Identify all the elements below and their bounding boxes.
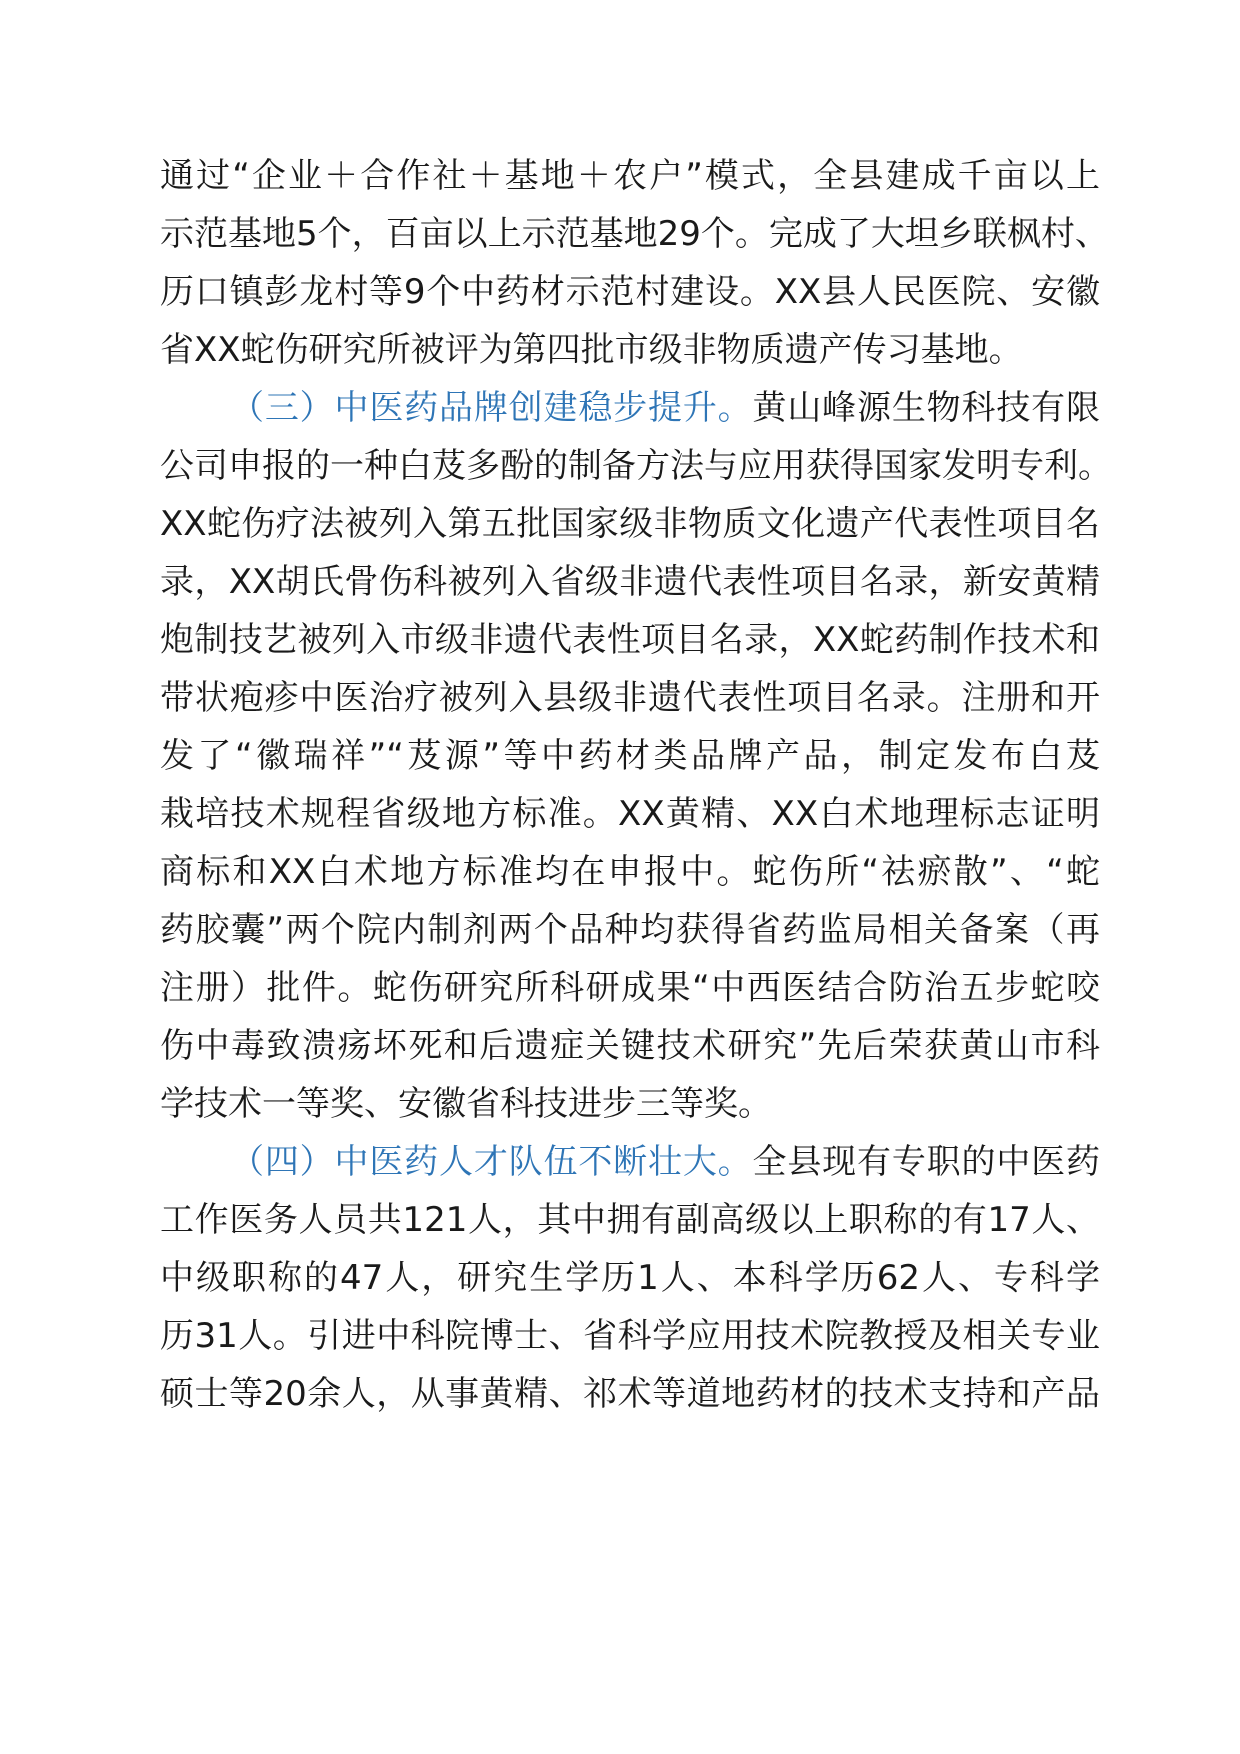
paragraph-line — [160, 900, 1100, 960]
paragraph-line — [160, 1190, 1100, 1250]
line-text: 历口镇彭龙村等9个中药材示范村建设。XX县人民医院、安徽 — [160, 272, 1100, 312]
line-text: 商标和XX白术地方标准均在申报中。蛇伤所“祛瘀散”、“蛇 — [160, 852, 1100, 892]
paragraph-line — [160, 726, 1100, 786]
line-text: 历31人。引进中科院博士、省科学应用技术院教授及相关专业 — [160, 1316, 1100, 1356]
paragraph-line — [160, 204, 1109, 264]
line-text: 注册）批件。蛇伤研究所科研成果“中西医结合防治五步蛇咬 — [160, 968, 1100, 1008]
line-text: 黄山峰源生物科技有限 — [752, 388, 1100, 428]
paragraph-line — [160, 1248, 1100, 1308]
section-heading-3: （三）中医药品牌创建稳步提升。 — [230, 388, 753, 428]
paragraph-line — [160, 320, 1100, 380]
paragraph-line — [160, 668, 1100, 728]
line-text: 学技术一等奖、安徽省科技进步三等奖。 — [160, 1084, 772, 1124]
paragraph-line — [160, 436, 1112, 496]
paragraph-line — [160, 552, 1100, 612]
paragraph-line — [160, 842, 1100, 902]
line-text: 带状疱疹中医治疗被列入县级非遗代表性项目名录。注册和开 — [160, 678, 1100, 718]
paragraph-line — [160, 958, 1100, 1018]
paragraph-line — [160, 1306, 1100, 1366]
line-text: 通过“企业＋合作社＋基地＋农户”模式，全县建成千亩以上 — [160, 156, 1100, 196]
paragraph-line — [160, 784, 1100, 844]
paragraph-line — [160, 262, 1100, 322]
line-text: 硕士等20余人，从事黄精、祁术等道地药材的技术支持和产品 — [160, 1374, 1100, 1414]
paragraph-line — [160, 610, 1100, 670]
line-text: 公司申报的一种白芨多酚的制备方法与应用获得国家发明专利。 — [160, 446, 1112, 486]
line-text: 药胶囊”两个院内制剂两个品种均获得省药监局相关备案（再 — [160, 910, 1100, 950]
line-text: 录，XX胡氏骨伤科被列入省级非遗代表性项目名录，新安黄精 — [160, 562, 1100, 602]
line-text: 全县现有专职的中医药 — [752, 1142, 1100, 1182]
line-text: 炮制技艺被列入市级非遗代表性项目名录，XX蛇药制作技术和 — [160, 620, 1100, 660]
paragraph-line — [160, 1364, 1100, 1424]
paragraph-line — [160, 1016, 1100, 1076]
paragraph-line — [160, 146, 1100, 206]
line-text: XX蛇伤疗法被列入第五批国家级非物质文化遗产代表性项目名 — [160, 504, 1100, 544]
line-text: 省XX蛇伤研究所被评为第四批市级非物质遗产传习基地。 — [160, 330, 1023, 370]
paragraph-line — [160, 1074, 1100, 1134]
line-text: 伤中毒致溃疡坏死和后遗症关键技术研究”先后荣获黄山市科 — [160, 1026, 1100, 1066]
line-text: 栽培技术规程省级地方标准。XX黄精、XX白术地理标志证明 — [160, 794, 1100, 834]
line-text: 发了“徽瑞祥”“芨源”等中药材类品牌产品，制定发布白芨 — [160, 736, 1100, 776]
section-heading-4: （四）中医药人才队伍不断壮大。 — [230, 1142, 753, 1182]
line-text: 工作医务人员共121人，其中拥有副高级以上职称的有17人、 — [160, 1200, 1100, 1240]
line-text: 中级职称的47人，研究生学历1人、本科学历62人、专科学 — [160, 1258, 1100, 1298]
section-heading-line — [230, 378, 1100, 438]
section-heading-line — [230, 1132, 1100, 1192]
paragraph-line — [160, 494, 1100, 554]
line-text: 示范基地5个，百亩以上示范基地29个。完成了大坦乡联枫村、 — [160, 214, 1109, 254]
